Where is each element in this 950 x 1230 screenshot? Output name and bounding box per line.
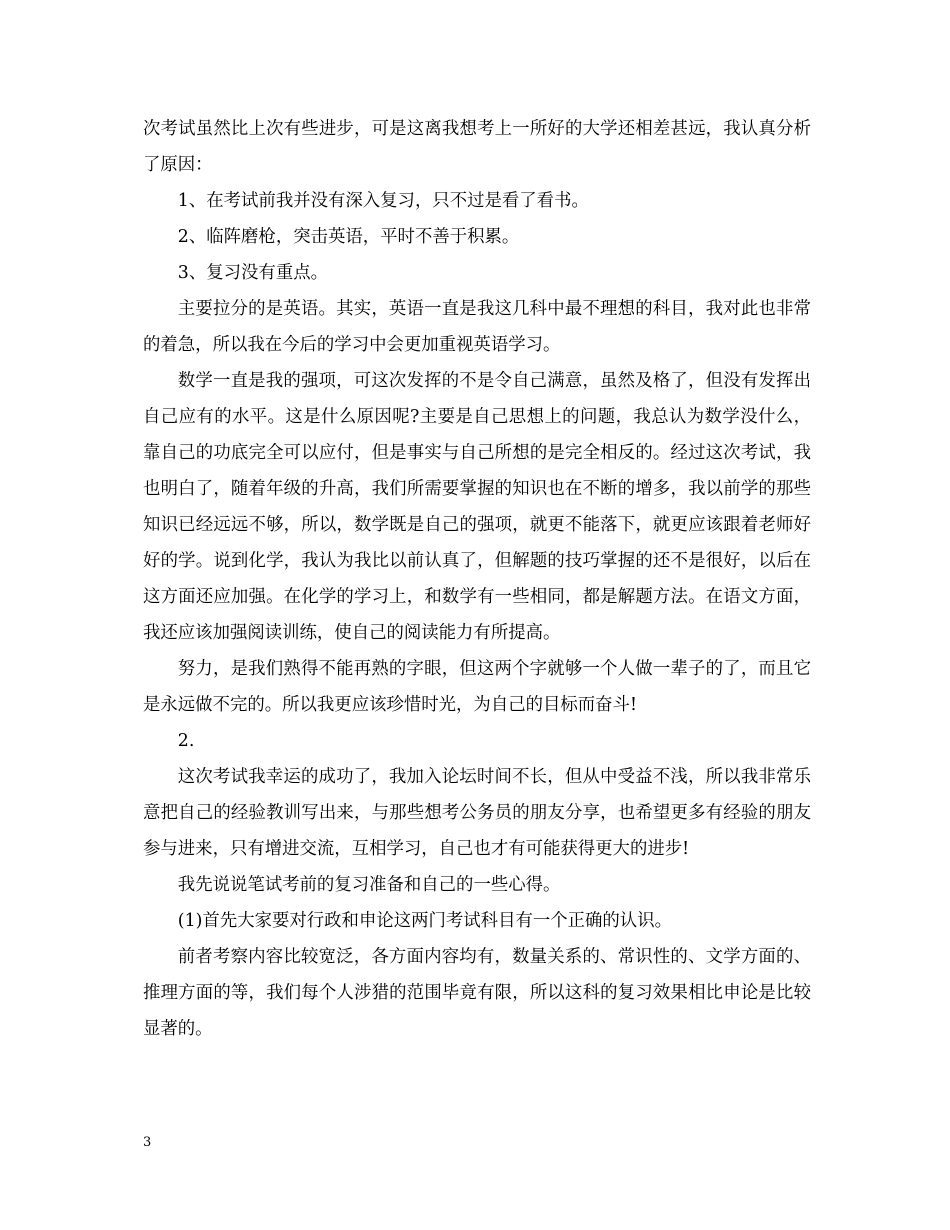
paragraph-effort: 努力，是我们熟得不能再熟的字眼，但这两个字就够一个人做一辈子的了，而且它是永远做不完的。所以我更应该珍惜时光，为自己的目标而奋斗! xyxy=(143,659,811,715)
paragraph-preparation-intro: 我先说说笔试考前的复习准备和自己的一些心得。 xyxy=(177,875,561,895)
paragraph-list-item-1: 1、在考试前我并没有深入复习，只不过是看了看书。 xyxy=(177,191,589,211)
page-number: 3 xyxy=(143,1135,152,1150)
paragraph-exam-success: 这次考试我幸运的成功了，我加入论坛时间不长，但从中受益不浅，所以我非常乐意把自己的经验教训写出来，与那些想考公务员的朋友分享，也希望更多有经验的朋友参与进来，只有增进交流，互相学习，自己也才有可能获得更大的进步! xyxy=(143,767,811,859)
paragraph-math: 数学一直是我的强项，可这次发挥的不是令自己满意，虽然及格了，但没有发挥出自己应有的水平。这是什么原因呢?主要是自己思想上的问题，我总认为数学没什么，靠自己的功底完全可以应付，但是事实与自己所想的是完全相反的。经过这次考试，我也明白了，随着年级的升高，我们所需要掌握的知识也在不断的增多，我以前学的那些知识已经远远不够，所以，数学既是自己的强项，就更不能落下，就更应该跟着老师好好的学。说到化学，我认为我比以前认真了，但解题的技巧掌握的还不是很好，以后在这方面还应加强。在化学的学习上，和数学有一些相同，都是解题方法。在语文方面，我还应该加强阅读训练，使自己的阅读能力有所提高。 xyxy=(143,371,811,643)
paragraph-list-item-2: 2、临阵磨枪，突击英语，平时不善于积累。 xyxy=(177,227,520,247)
paragraph-point-1: (1)首先大家要对行政和申论这两门考试科目有一个正确的认识。 xyxy=(177,911,672,931)
paragraph-list-item-3: 3、复习没有重点。 xyxy=(177,263,328,283)
paragraph-continuation: 次考试虽然比上次有些进步，可是这离我想考上一所好的大学还相差甚远，我认真分析了原因： xyxy=(143,119,811,175)
paragraph-english: 主要拉分的是英语。其实，英语一直是我这几科中最不理想的科目，我对此也非常的着急，所以我在今后的学习中会更加重视英语学习。 xyxy=(143,299,811,355)
paragraph-admin-test: 前者考察内容比较宽泛，各方面内容均有，数量关系的、常识性的、文学方面的、推理方面的等，我们每个人涉猎的范围毕竟有限，所以这科的复习效果相比申论是比较显著的。 xyxy=(143,947,811,1039)
section-number: 2. xyxy=(177,731,195,751)
document-body xyxy=(143,111,811,1047)
